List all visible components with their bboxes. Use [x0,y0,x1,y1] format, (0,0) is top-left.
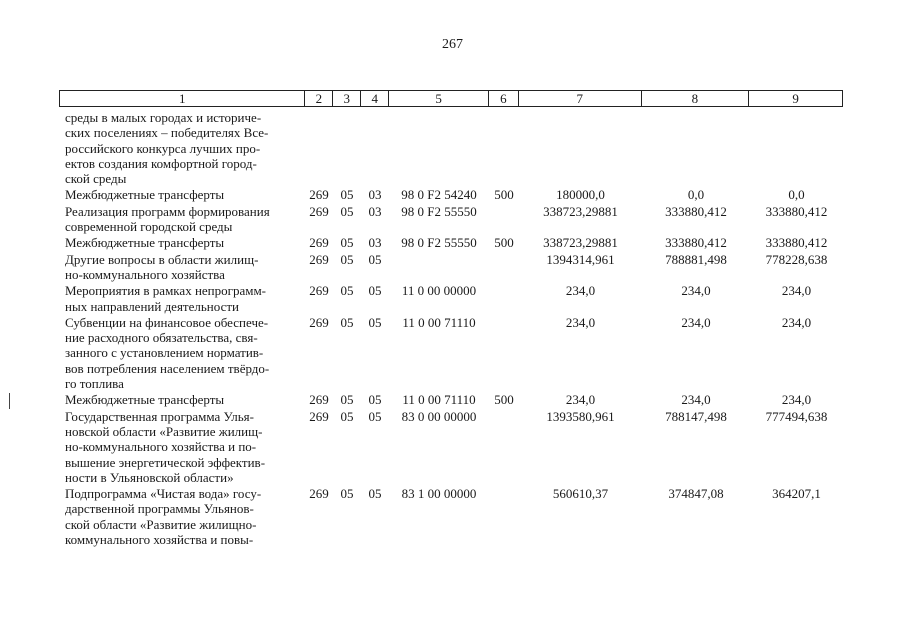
row-subsection-code: 05 [368,392,382,408]
row-expense-type [489,409,519,485]
table-row [59,392,843,407]
row-amount-col9: 333880,412 [765,203,828,219]
header-col-8: 8 [642,91,750,106]
row-section-code: 05 [340,314,354,330]
row-name: Мероприятия в рамках непрограмм- ных направлений деятельности [65,283,267,314]
header-col-5: 5 [389,91,489,106]
row-subsection-code: 03 [368,235,382,251]
row-ministry-code: 269 [309,235,329,251]
row-amount-col8: 788147,498 [665,408,727,424]
row-amount-col9: 234,0 [781,392,812,408]
row-subsection-code: 03 [368,203,382,219]
row-section-code: 05 [340,408,354,424]
row-name: Другие вопросы в области жилищ- но-коммунального хозяйства [65,251,259,282]
row-target-code: 83 1 00 00000 [401,486,477,502]
header-col-4: 4 [361,91,389,106]
row-section-code: 05 [340,283,354,299]
row-name: Реализация программ формирования современной городской среды [65,203,270,235]
table-header-row [59,90,843,107]
table-row [59,315,843,391]
header-col-7: 7 [519,91,642,106]
row-target-code [389,252,489,283]
row-name: Государственная программа Улья- новской области «Развитие жилищ- но-коммунального хозяйства и по- вышение энергетической эффектив- ности в Ульяновской области» [65,408,266,485]
row-target-code [389,110,489,186]
table-body [59,110,843,547]
row-name: Межбюджетные трансферты [65,187,225,203]
row-target-code: 11 0 00 71110 [402,392,476,408]
row-amount-col7: 560610,37 [552,486,609,502]
row-subsection-code: 05 [368,486,382,502]
table-row [59,235,843,250]
row-amount-col8: 788881,498 [665,251,727,267]
row-expense-type [489,204,519,235]
row-amount-col7: 1393580,961 [546,408,615,424]
row-ministry-code [305,110,333,186]
row-amount-col7: 234,0 [565,283,596,299]
header-col-3: 3 [333,91,361,106]
row-amount-col8: 333880,412 [665,203,727,219]
row-amount-col8 [642,110,750,186]
row-subsection-code [361,110,389,186]
row-amount-col8: 0,0 [687,187,705,203]
table-row [59,283,843,314]
row-ministry-code: 269 [309,486,329,502]
table-row [59,252,843,283]
table-row [59,204,843,235]
row-target-code: 98 0 F2 55550 [401,235,477,251]
row-amount-col8: 374847,08 [668,486,724,502]
row-amount-col7: 234,0 [565,314,596,330]
row-name: Субвенции на финансовое обеспече- ние расходного обязательства, свя- занного с установлением норматив- вов потребления населением твёрдо- го топлива [65,314,270,392]
budget-table [59,90,843,548]
row-target-code: 83 0 00 00000 [401,408,477,424]
row-amount-col7: 234,0 [565,392,596,408]
row-expense-type [489,486,519,547]
header-col-9: 9 [792,91,799,106]
row-name: Межбюджетные трансферты [65,392,225,408]
row-amount-col7: 338723,29881 [543,235,618,251]
header-col-2: 2 [305,91,333,106]
row-section-code: 05 [340,251,354,267]
row-subsection-code: 03 [368,187,382,203]
row-subsection-code: 05 [368,408,382,424]
row-target-code: 11 0 00 71110 [402,314,476,330]
row-subsection-code: 05 [368,314,382,330]
row-amount-col9: 234,0 [781,283,812,299]
row-amount-col7: 180000,0 [556,187,605,203]
row-name: Межбюджетные трансферты [65,235,225,251]
row-ministry-code: 269 [309,251,329,267]
scan-artifact-mark [9,393,10,409]
page-number: 267 [442,37,463,52]
row-amount-col9: 333880,412 [765,235,828,251]
row-section-code: 05 [340,392,354,408]
row-amount-col8: 234,0 [681,283,711,299]
row-expense-type: 500 [494,392,514,408]
row-amount-col9: 778228,638 [765,251,828,267]
row-section-code: 05 [340,187,354,203]
table-row [59,486,843,547]
row-expense-type [489,110,519,186]
row-amount-col8: 333880,412 [665,235,727,251]
row-expense-type [489,315,519,391]
row-expense-type [489,283,519,314]
row-section-code: 05 [340,486,354,502]
row-subsection-code: 05 [368,283,382,299]
row-ministry-code: 269 [309,392,329,408]
row-amount-col9: 777494,638 [765,408,828,424]
row-amount-col8: 234,0 [681,392,711,408]
row-section-code [333,110,361,186]
row-name: Подпрограмма «Чистая вода» госу- дарственной программы Ульянов- ской области «Развитие жилищно- коммунального хозяйства и повы- [65,486,262,548]
header-col-1: 1 [60,91,305,106]
row-expense-type: 500 [494,235,514,251]
table-row [59,409,843,485]
row-ministry-code: 269 [309,408,329,424]
row-amount-col7 [519,110,642,186]
row-ministry-code: 269 [309,314,329,330]
table-row [59,110,843,186]
row-target-code: 98 0 F2 54240 [401,187,477,203]
row-ministry-code: 269 [309,187,329,203]
row-section-code: 05 [340,235,354,251]
row-amount-col7: 1394314,961 [546,251,615,267]
row-amount-col9: 0,0 [788,187,805,203]
row-amount-col7: 338723,29881 [543,203,618,219]
row-section-code: 05 [340,203,354,219]
row-subsection-code: 05 [368,251,382,267]
table-row [59,187,843,202]
row-target-code: 98 0 F2 55550 [401,203,477,219]
row-name: среды в малых городах и историче- ских поселениях – победителях Все- российского конкурса лучших про- ектов создания комфортной город- ской среды [65,110,269,187]
row-amount-col9: 234,0 [781,314,812,330]
row-amount-col9 [750,110,843,186]
row-target-code: 11 0 00 00000 [401,283,477,299]
row-amount-col8: 234,0 [681,314,711,330]
row-ministry-code: 269 [309,203,329,219]
row-ministry-code: 269 [309,283,329,299]
row-amount-col9: 364207,1 [772,486,821,502]
row-expense-type [489,252,519,283]
header-col-6: 6 [489,91,519,106]
row-expense-type: 500 [494,187,514,203]
